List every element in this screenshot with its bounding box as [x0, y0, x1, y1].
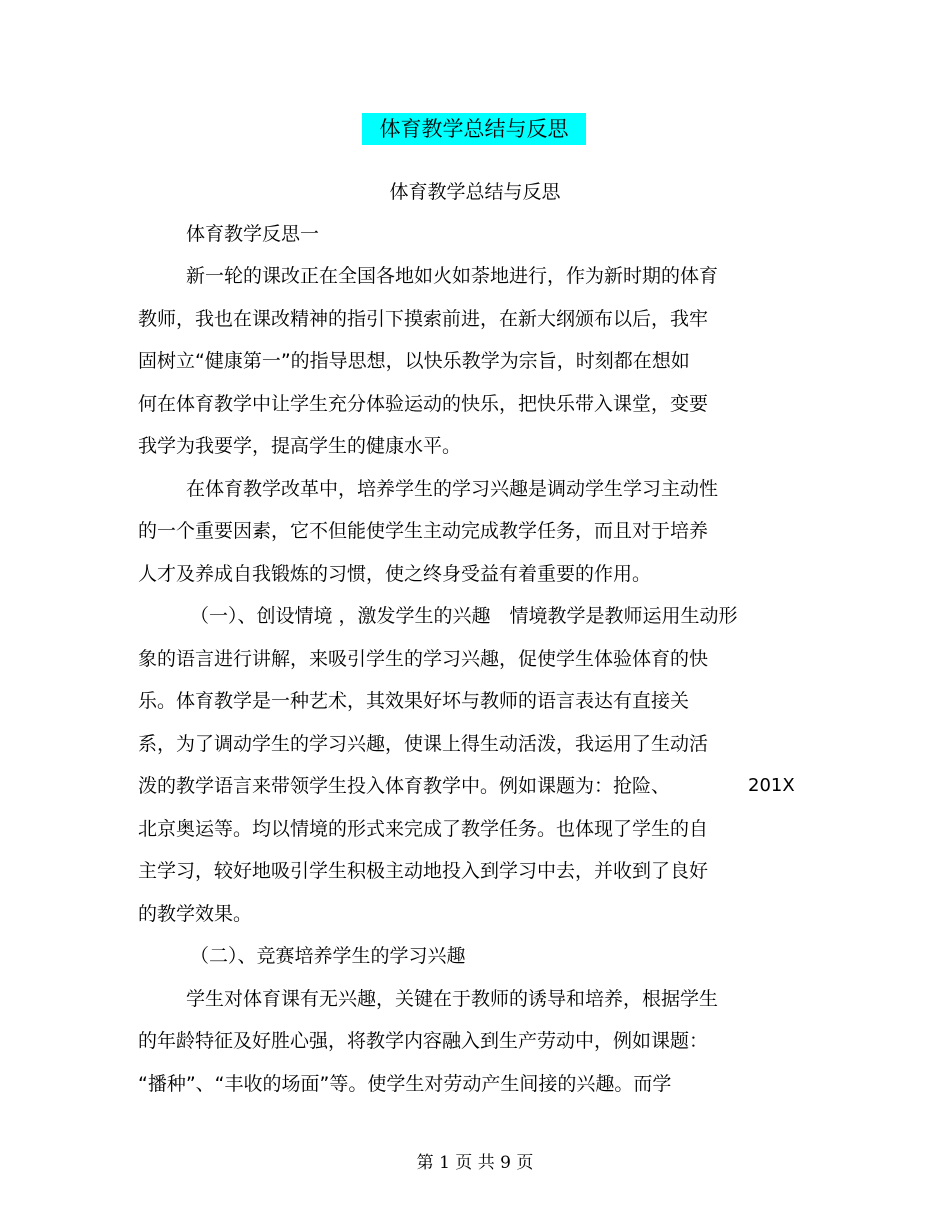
paragraph-line: 学生对体育课有无兴趣，关键在于教师的诱导和培养，根据学生 — [186, 988, 719, 1010]
paragraph-line: 北京奥运等。均以情境的形式来完成了教学任务。也体现了学生的自 — [138, 818, 709, 840]
paragraph-line: 教师，我也在课改精神的指引下摸索前进，在新大纲颁布以后，我牢 — [138, 308, 709, 330]
paragraph-line: 主学习，较好地吸引学生积极主动地投入到学习中去，并收到了良好 — [138, 860, 709, 882]
paragraph-line: 的年龄特征及好胜心强，将教学内容融入到生产劳动中，例如课题： — [138, 1030, 709, 1052]
paragraph-line: 的一个重要因素，它不但能使学生主动完成教学任务，而且对于培养 — [138, 520, 709, 542]
page-number: 第 1 页 共 9 页 — [416, 1153, 534, 1173]
paragraph-line: 在体育教学改革中，培养学生的学习兴趣是调动学生学习主动性 — [186, 478, 719, 500]
subsection-heading: （二）、竞赛培养学生的学习兴趣 — [190, 945, 466, 967]
document-title: 体育教学总结与反思 — [362, 113, 586, 145]
paragraph-line: “播种”、“丰收的场面”等。使学生对劳动产生间接的兴趣。而学 — [138, 1073, 672, 1095]
subsection-heading-line: （一）、创设情境 ，激发学生的兴趣 情境教学是教师运用生动形 — [190, 605, 738, 627]
paragraph-line: 乐。体育教学是一种艺术，其效果好坏与教师的语言表达有直接关 — [138, 690, 690, 712]
paragraph-line: 新一轮的课改正在全国各地如火如荼地进行，作为新时期的体育 — [186, 265, 719, 287]
paragraph-line: 何在体育教学中让学生充分体验运动的快乐，把快乐带入课堂，变要 — [138, 393, 709, 415]
document-subtitle: 体育教学总结与反思 — [389, 181, 561, 203]
inline-year: 201X — [748, 775, 795, 796]
paragraph-line: 泼的教学语言来带领学生投入体育教学中。例如课题为：抢险、 — [138, 775, 671, 797]
paragraph-line: 我学为我要学，提高学生的健康水平。 — [138, 435, 462, 457]
paragraph-line: 固树立“健康第一”的指导思想，以快乐教学为宗旨，时刻都在想如 — [138, 350, 690, 372]
paragraph-line: 人才及养成自我锻炼的习惯，使之终身受益有着重要的作用。 — [138, 563, 652, 585]
section-heading: 体育教学反思一 — [186, 223, 320, 245]
paragraph-line: 的教学效果。 — [138, 903, 253, 925]
paragraph-line: 象的语言进行讲解，来吸引学生的学习兴趣，促使学生体验体育的快 — [138, 648, 709, 670]
paragraph-line: 系，为了调动学生的学习兴趣，使课上得生动活泼，我运用了生动活 — [138, 733, 709, 755]
